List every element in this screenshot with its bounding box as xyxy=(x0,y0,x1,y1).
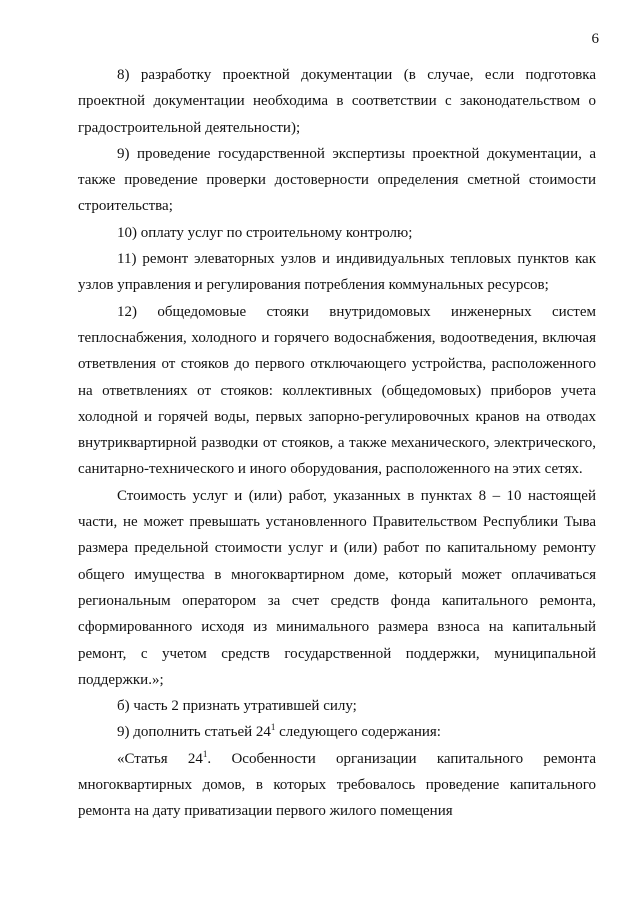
document-body xyxy=(78,62,596,825)
article-heading-superscript: 1 xyxy=(202,748,208,759)
add-article-superscript: 1 xyxy=(270,722,276,733)
paragraph-part-2-repeal: б) часть 2 признать утратившей силу; xyxy=(117,698,357,715)
paragraph-item-8: 8) разработку проектной документации (в случае, если подготовка проектной документации необходима в соответствии с законодательством о градостроительной деятельности); xyxy=(78,67,596,136)
add-article-text-before: 9) дополнить статьей 24 xyxy=(117,724,271,741)
paragraph-item-10: 10) оплату услуг по строительному контролю; xyxy=(117,224,413,241)
add-article-text-after: следующего содержания: xyxy=(275,724,441,741)
article-heading-text-before: «Статья 24 xyxy=(117,750,203,767)
article-heading-text-after: . Особенности организации капитального ремонта многоквартирных домов, в которых требовалось проведение капитального ремонта на дату приватизации первого жилого помещения xyxy=(78,750,596,820)
paragraph-cost-limit: Стоимость услуг и (или) работ, указанных в пунктах 8 – 10 настоящей части, не может превышать установленного Правительством Республики Тыва размера предельной стоимости услуг и (или) работ по капитальному ремонту общего имущества в многоквартирном доме, который может оплачиваться региональным оператором за счет средств фонда капитального ремонта, сформированного исходя из минимального размера взноса на капитальный ремонт, с учетом средств государственной поддержки, муниципальной поддержки.»; xyxy=(78,487,596,688)
paragraph-item-11: 11) ремонт элеваторных узлов и индивидуальных тепловых пунктов как узлов управления и регулирования потребления коммунальных ресурсов; xyxy=(78,251,596,294)
page-number: 6 xyxy=(591,31,599,47)
paragraph-item-12: 12) общедомовые стояки внутридомовых инженерных систем теплоснабжения, холодного и горячего водоснабжения, водоотведения, включая ответвления от стояков до первого отключающего устройства, расположенного на ответвлениях от стояков: коллективных (общедомовых) приборов учета холодной и горячей воды, первых запорно-регулировочных кранов на отводах внутриквартирной разводки от стояков, а также механического, электрического, санитарно-технического и иного оборудования, расположенного на этих сетях. xyxy=(78,303,596,478)
paragraph-article-heading xyxy=(78,746,596,825)
paragraph-add-article xyxy=(78,719,596,745)
paragraph-item-9: 9) проведение государственной экспертизы проектной документации, а также проведение проверки достоверности определения сметной стоимости строительства; xyxy=(78,145,596,215)
